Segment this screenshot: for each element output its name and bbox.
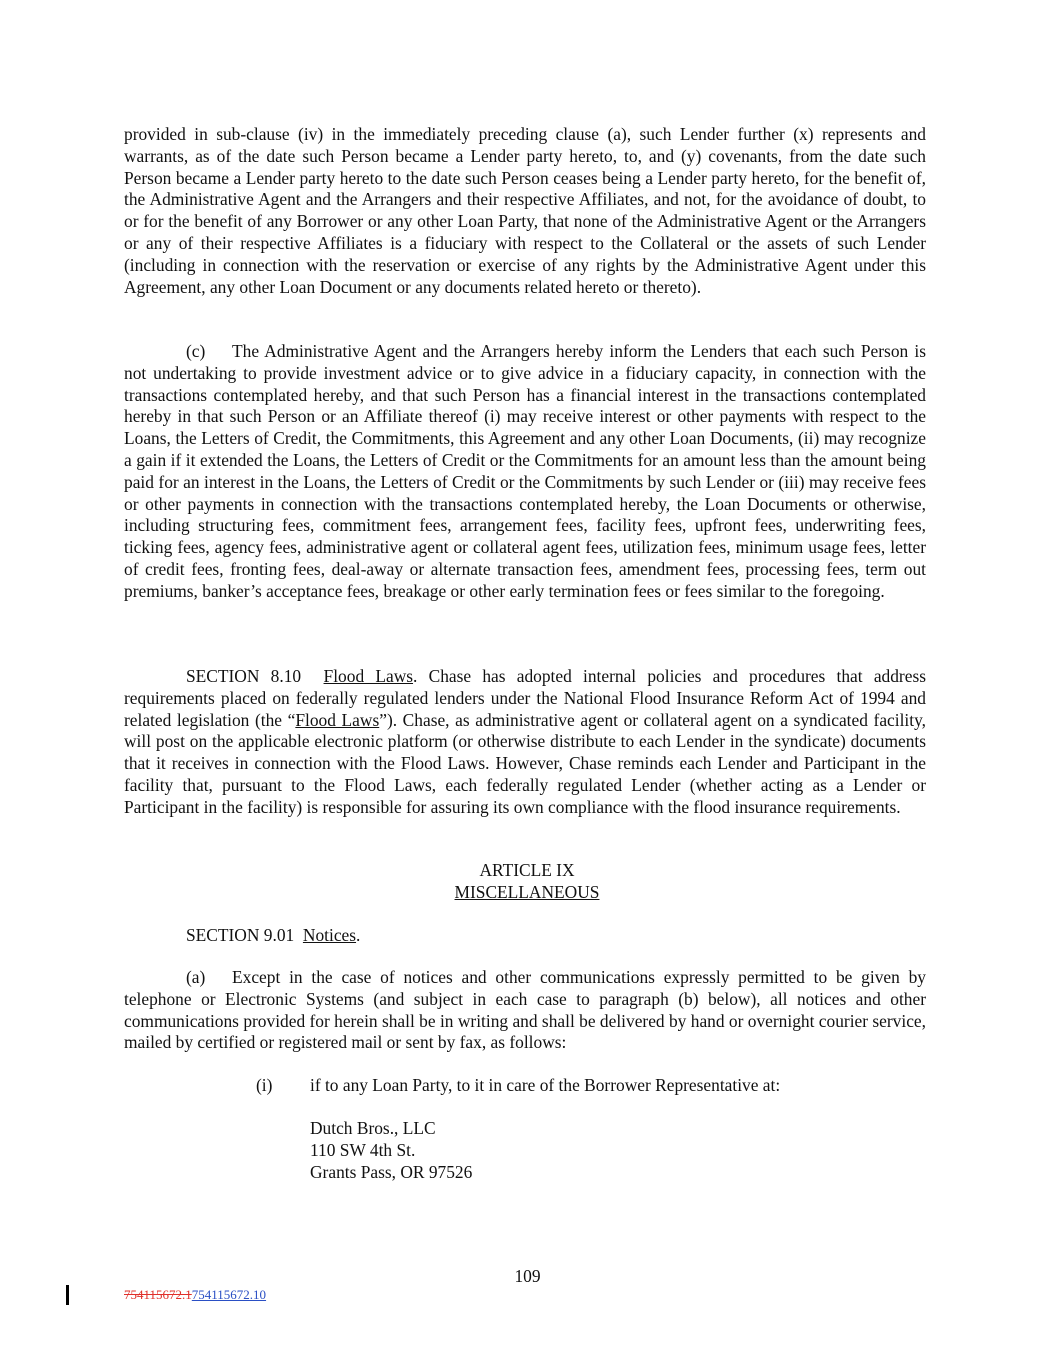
paragraph-text: Except in the case of notices and other communications expressly permitted to be given by telephone or Electronic Systems (and subject in each case to paragraph (b) below), all notices and other communications provided for herein shall be in writing and shall be delivered by hand or overnight courier service, mailed by certified or registered mail or sent by fax, as follows: <box>124 967 926 1053</box>
paragraph-continuation: provided in sub-clause (iv) in the immediately preceding clause (a), such Lender further (x) represents and warrants, as of the date such Person became a Lender party hereto, to, and (y) covenants, from the date such Person became a Lender party hereto to the date such Person ceases being a Lender party hereto, for the benefit of, the Administrative Agent and the Arrangers and their respective Affiliates, and not, for the avoidance of doubt, to or for the benefit of any Borrower or any other Loan Party, that none of the Administrative Agent or the Arrangers or any of their respective Affiliates is a fiduciary with respect to the Collateral or the assets of such Lender (including in connection with the reservation or exercise of any rights by the Administrative Agent under this Agreement, any other Loan Document or any documents related hereto or thereto). <box>124 124 926 297</box>
address-block <box>310 1118 472 1183</box>
change-bar <box>66 1285 69 1305</box>
heading-period: . <box>356 925 361 945</box>
paragraph-text: ”). Chase, as administrative agent or collateral agent on a syndicated facility, will post on the applicable electronic platform (or otherwise distribute to each Lender in the syndicate) documents that it receives in connection with the Flood Laws. However, Chase reminds each Lender and Participant in the facility that, pursuant to the Flood Laws, each federally regulated Lender (whether acting as a Lender or Participant in the facility) is responsible for assuring its own compliance with the flood insurance requirements. <box>124 709 927 817</box>
article-title: MISCELLANEOUS <box>454 882 600 902</box>
section-number: SECTION 8.10 <box>186 666 302 686</box>
article-number: ARTICLE IX <box>479 860 575 880</box>
document-id-inserted: 754115672.10 <box>191 1287 267 1302</box>
sub-item-text: if to any Loan Party, to it in care of the Borrower Representative at: <box>310 1075 781 1095</box>
section-9-01-heading <box>124 925 926 947</box>
paragraph-label: (a) <box>186 967 206 987</box>
paragraph-text: The Administrative Agent and the Arrangers hereby inform the Lenders that each such Person is not undertaking to provide investment advice or to give advice in a fiduciary capacity, in connection with the transactions contemplated hereby, and that such Person has a financial interest in the transactions contemplated hereby in that such Person or an Affiliate thereof (i) may receive interest or other payments with respect to the Loans, the Letters of Credit, the Commitments, this Agreement and any other Loan Documents, (ii) may recognize a gain if it extended the Loans, the Letters of Credit or the Commitments for an amount less than the amount being paid for an interest in the Loans, the Letters of Credit or the Commitments by such Lender or (iii) may receive fees or other payments in connection with the transactions contemplated hereby, the Loan Documents or otherwise, including structuring fees, commitment fees, arrangement fees, facility fees, upfront fees, underwriting fees, ticking fees, agency fees, administrative agent or collateral agent fees, utilization fees, minimum usage fees, letter of credit fees, fronting fees, deal-away or alternate transaction fees, amendment fees, processing fees, term out premiums, banker’s acceptance fees, breakage or other early termination fees or fees similar to the foregoing. <box>124 341 926 601</box>
section-8-10-paragraph <box>124 666 926 819</box>
paragraph-text: . Chase has adopted internal policies and procedures that address requirements placed on federally regulated lenders under the National Flood Insurance Reform Act of 1994 and related legislation (the “ <box>124 666 926 730</box>
paragraph-a <box>124 967 926 1054</box>
section-heading: Notices <box>302 925 357 945</box>
document-id <box>124 1287 266 1303</box>
paragraph-c <box>124 341 926 603</box>
address-line: Dutch Bros., LLC <box>310 1118 436 1138</box>
document-id-deleted: 754115672.1 <box>124 1287 192 1302</box>
article-title-line <box>124 882 930 904</box>
address-line: Grants Pass, OR 97526 <box>310 1161 473 1182</box>
sub-item-i <box>256 1075 936 1097</box>
page-number: 109 <box>514 1266 541 1286</box>
defined-term: Flood Laws <box>295 709 380 730</box>
paragraph-label: (c) <box>186 341 206 361</box>
section-heading: Flood Laws <box>323 666 414 686</box>
section-number: SECTION 9.01 <box>186 925 295 945</box>
address-line: 110 SW 4th St. <box>310 1139 416 1160</box>
sub-item-label: (i) <box>256 1075 273 1095</box>
